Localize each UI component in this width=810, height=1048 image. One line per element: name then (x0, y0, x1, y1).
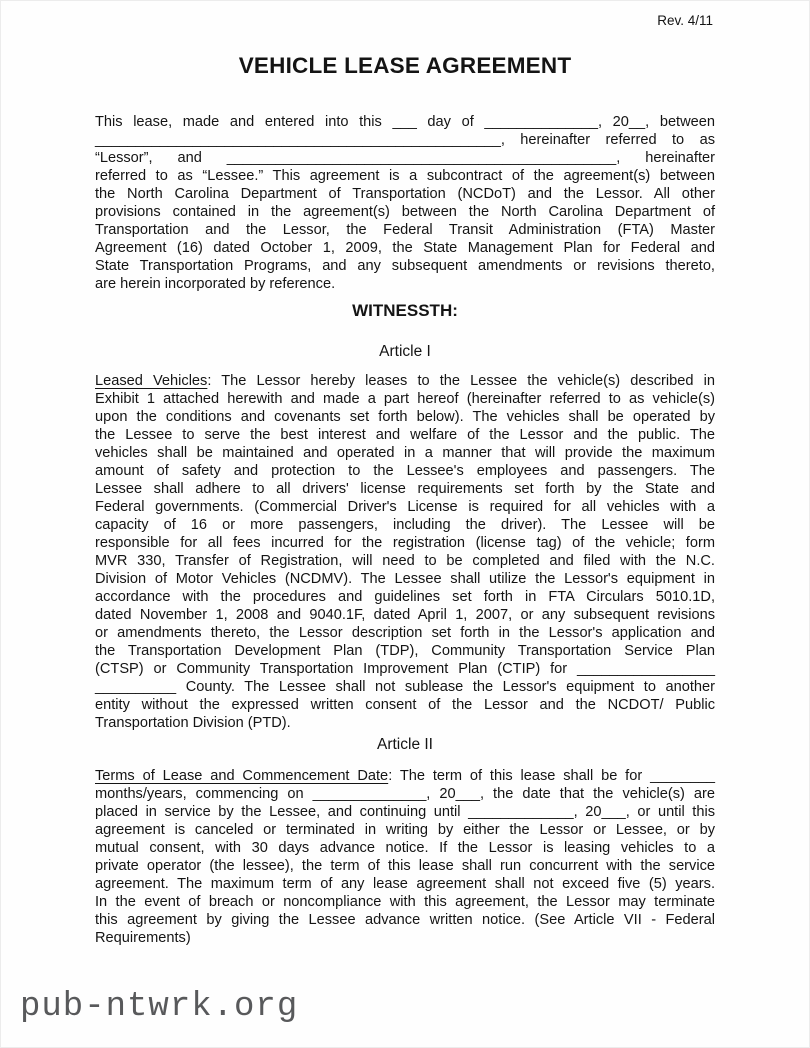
text-line: this agreement by giving the Lessee advance written notice. (See Article VII - Federal (95, 912, 715, 928)
revision-label: Rev. 4/11 (657, 13, 713, 28)
text-line: (CTSP) or Community Transportation Improvement Plan (CTIP) for _________________ (95, 661, 715, 677)
text-line: the Transportation Development Plan (TDP), Community Transportation Service Plan (95, 643, 715, 659)
text-line: the Lessee to serve the best interest and welfare of the Lessor and the public. The (95, 427, 715, 443)
text-line: Division of Motor Vehicles (NCDMV). The Lessee shall utilize the Lessor's equipment in (95, 571, 715, 587)
intro-lines (95, 113, 715, 293)
text-line: accordance with the procedures and guidelines set forth in FTA Circulars 5010.1D, (95, 589, 715, 605)
watermark: pub-ntwrk.org (20, 988, 299, 1026)
text-line: Transportation and the Lessor, the Federal Transit Administration (FTA) Master (95, 222, 715, 238)
text-line (95, 372, 715, 390)
text-line: private operator (the lessee), the term of this lease shall run concurrent with the service (95, 858, 715, 874)
text-line: referred to as “Lessee.” This agreement is a subcontract of the agreement(s) between (95, 168, 715, 184)
text-line: entity without the expressed written consent of the Lessor and the NCDOT/ Public (95, 697, 715, 713)
text-line: In the event of breach or noncompliance with this agreement, the Lessor may terminate (95, 894, 715, 910)
leased-vehicles-lead: Leased Vehicles (95, 373, 208, 389)
article-1-paragraph (95, 372, 715, 732)
text-line (95, 767, 715, 785)
text-line: Exhibit 1 attached herewith and made a part hereof (hereinafter referred to as vehicle(s) (95, 391, 715, 407)
text-line: agreement. The maximum term of any lease agreement shall not exceed five (5) years. (95, 876, 715, 892)
text-line: agreement is canceled or terminated in writing by either the Lessor or Lessee, or by (95, 822, 715, 838)
text-line: mutual consent, with 30 days advance notice. If the Lessor is leasing vehicles to a (95, 840, 715, 856)
text-line: capacity of 16 or more passengers, including the driver). The Lessee will be (95, 517, 715, 533)
text-line: Federal governments. (Commercial Driver's License is required for all vehicles with a (95, 499, 715, 515)
text-line: Lessee shall adhere to all drivers' license requirements set forth by the State and (95, 481, 715, 497)
leased-vehicles-lead-rest: : The Lessor hereby leases to the Lessee the vehicle(s) described in (207, 373, 715, 389)
text-line: upon the conditions and covenants set forth below). The vehicles shall be operated by (95, 409, 715, 425)
article-2-heading: Article II (377, 736, 433, 753)
text-line: vehicles shall be maintained and operated in a manner that will provide the maximum (95, 445, 715, 461)
text-line: Transportation Division (PTD). (95, 715, 291, 731)
witnesseth-heading: WITNESSTH: (352, 301, 458, 320)
text-line: Agreement (16) dated October 1, 2009, the State Management Plan for Federal and (95, 240, 715, 256)
text-line: placed in service by the Lessee, and continuing until _____________, 20___, or until this (95, 804, 715, 820)
intro-paragraph (95, 113, 715, 293)
text-line: “Lessor”, and ________________________________________________, hereinafter (95, 150, 715, 166)
text-line: Requirements) (95, 930, 191, 946)
text-line: are herein incorporated by reference. (95, 276, 336, 292)
article-2-lines (95, 785, 715, 947)
text-line: responsible for all fees incurred for the registration (license tag) of the vehicle; form (95, 535, 715, 551)
terms-of-lease-lead-rest: : The term of this lease shall be for ________ (388, 768, 715, 784)
text-line: __________________________________________________, hereinafter referred to as (95, 132, 715, 148)
terms-of-lease-lead: Terms of Lease and Commencement Date (95, 768, 389, 784)
text-line: provisions contained in the agreement(s) between the North Carolina Department of (95, 204, 715, 220)
text-line: State Transportation Programs, and any subsequent amendments or revisions thereto, (95, 258, 715, 274)
text-line: the North Carolina Department of Transportation (NCDoT) and the Lessor. All other (95, 186, 715, 202)
text-line: dated November 1, 2008 and 9040.1F, dated April 1, 2007, or any subsequent revisions (95, 607, 715, 623)
text-line: This lease, made and entered into this ___ day of ______________, 20__, between (95, 114, 715, 130)
article-1-heading: Article I (379, 343, 431, 360)
text-line: amount of safety and protection to the Lessee's employees and passengers. The (95, 463, 715, 479)
text-line: __________ County. The Lessee shall not sublease the Lessor's equipment to another (95, 679, 715, 695)
text-line: months/years, commencing on ______________, 20___, the date that the vehicle(s) are (95, 786, 715, 802)
text-line: or amendments thereto, the Lessor description set forth in the Lessor's application and (95, 625, 715, 641)
article-1-lines (95, 390, 715, 732)
document-title: VEHICLE LEASE AGREEMENT (238, 53, 572, 78)
text-line: MVR 330, Transfer of Registration, will need to be completed and filed with the N.C. (95, 553, 715, 569)
article-2-paragraph (95, 767, 715, 947)
